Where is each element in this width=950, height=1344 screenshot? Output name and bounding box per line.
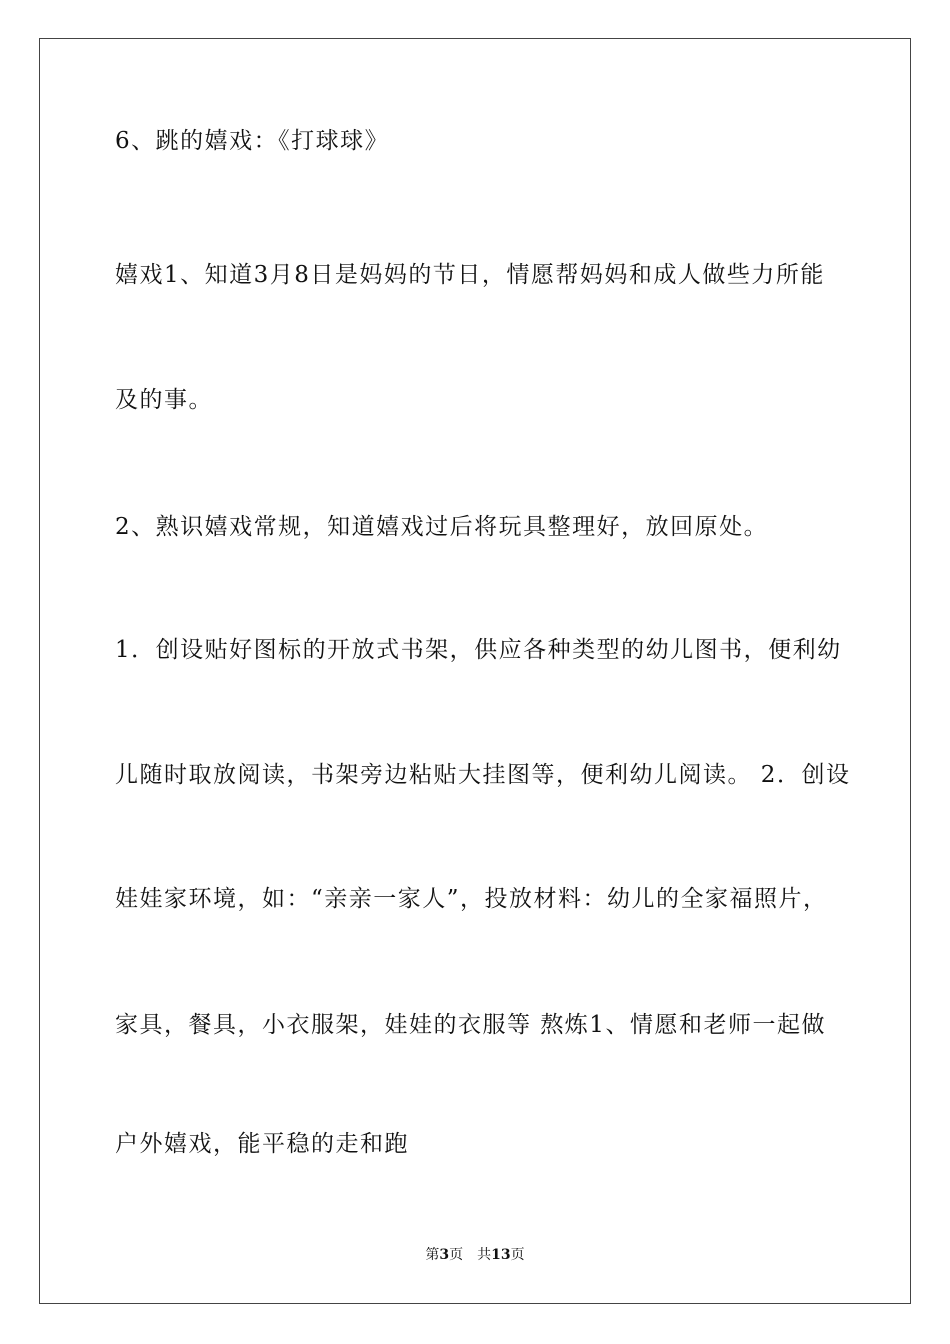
footer-current-page: 3 bbox=[439, 1247, 450, 1263]
paragraph-line-9: 户外嬉戏，能平稳的走和跑 bbox=[115, 1131, 409, 1157]
paragraph-line-7: 娃娃家环境，如：“亲亲一家人”，投放材料：幼儿的全家福照片， bbox=[115, 886, 828, 912]
paragraph-line-4: 2、熟识嬉戏常规，知道嬉戏过后将玩具整理好，放回原处。 bbox=[115, 514, 769, 540]
footer-total-prefix: 共 bbox=[477, 1247, 492, 1263]
footer-page-prefix: 第 bbox=[425, 1247, 440, 1263]
footer-page-unit: 页 bbox=[449, 1247, 464, 1263]
paragraph-line-8: 家具，餐具，小衣服架，娃娃的衣服等 熬炼1、情愿和老师一起做 bbox=[115, 1012, 826, 1038]
paragraph-line-2: 嬉戏1、知道3月8日是妈妈的节日，情愿帮妈妈和成人做些力所能 bbox=[115, 262, 825, 288]
paragraph-line-6: 儿随时取放阅读，书架旁边粘贴大挂图等，便利幼儿阅读。 2．创设 bbox=[115, 762, 851, 788]
paragraph-line-3: 及的事。 bbox=[115, 387, 213, 413]
page-border bbox=[39, 38, 911, 1304]
paragraph-line-1: 6、跳的嬉戏：《打球球》 bbox=[115, 128, 390, 154]
footer-total-unit: 页 bbox=[510, 1247, 525, 1263]
page-footer bbox=[0, 1246, 950, 1264]
footer-total-pages: 13 bbox=[491, 1247, 511, 1263]
paragraph-line-5: 1．创设贴好图标的开放式书架，供应各种类型的幼儿图书，便利幼 bbox=[115, 637, 842, 663]
